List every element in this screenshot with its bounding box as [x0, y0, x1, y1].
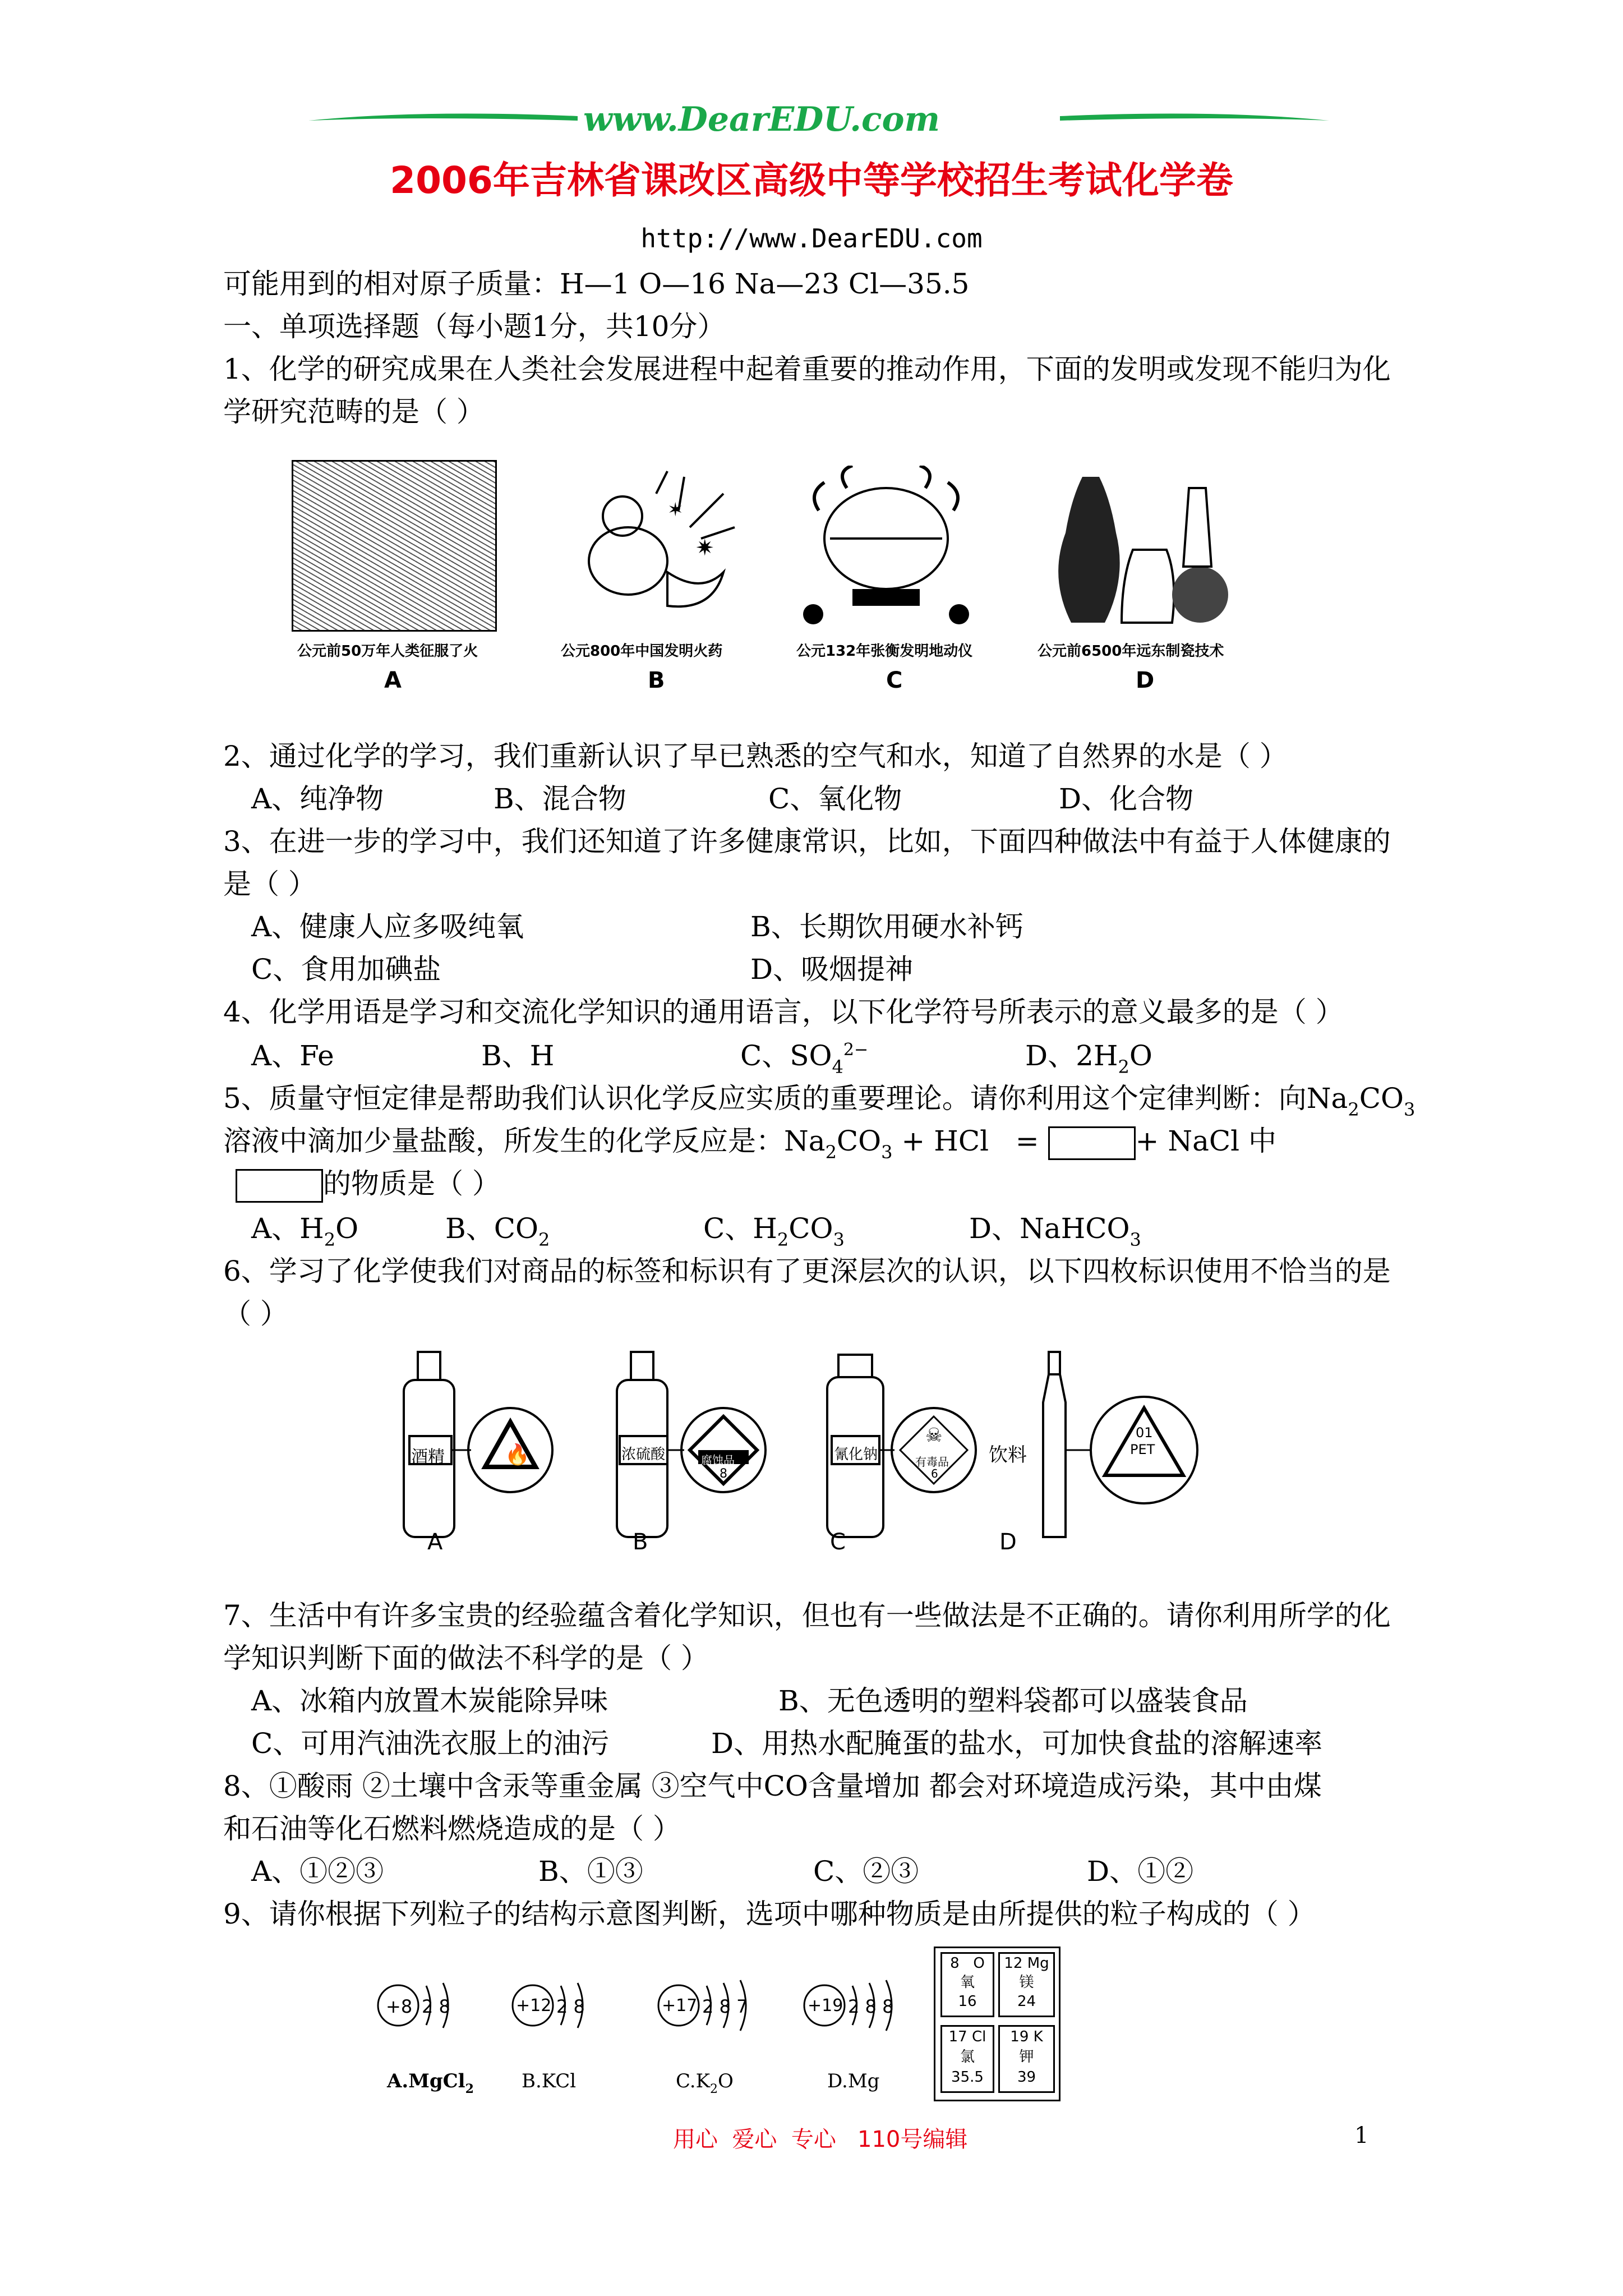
q3-options-row1 — [251, 910, 1429, 944]
q6-label-d: 饮料 — [989, 1444, 1027, 1466]
footer-motto: 用心 爱心 专心 110号编辑 — [673, 2127, 968, 2152]
q9-option-a[interactable] — [387, 2070, 474, 2096]
q5-option-c-sub: 2 — [777, 1229, 789, 1250]
q5-line2-a: 溶液中滴加少量盐酸，所发生的化学反应是：Na — [223, 1125, 826, 1157]
q1-figure-d — [1038, 466, 1234, 628]
q2-option-a[interactable]: A、纯净物 — [251, 783, 384, 815]
q5-line1-text: 5、质量守恒定律是帮助我们认识化学反应实质的重要理论。请你利用这个定律判断：向Na — [223, 1082, 1348, 1115]
q4-option-c-text: C、SO — [740, 1039, 832, 1072]
q9-element-cl — [940, 2025, 994, 2093]
q9-option-c-text: C.K — [676, 2070, 711, 2092]
q9-option-a-sub: 2 — [465, 2082, 474, 2096]
q9-option-c-sub: 2 — [710, 2082, 718, 2096]
q1-figure-c — [796, 466, 976, 628]
q9-element-o-line2: 氧 — [960, 1974, 975, 1991]
q9-element-cl-line1: 17 Cl — [948, 2028, 986, 2045]
q5-line2 — [223, 1124, 1276, 1161]
section-heading: 一、单项选择题（每小题1分，共10分） — [223, 310, 726, 343]
q5-line1-tail: CO — [1359, 1082, 1404, 1115]
q5-line2-d: + NaCl 中 — [1135, 1125, 1277, 1157]
q1-figure-b — [555, 460, 740, 628]
q5-line2-sub2: 2 — [825, 1142, 837, 1163]
q7-option-d[interactable]: D、用热水配腌蛋的盐水，可加快食盐的溶解速率 — [711, 1727, 1323, 1760]
q4-options — [251, 1039, 1429, 1078]
q3-options-row2 — [251, 953, 1429, 986]
q5-line2-c: + HCl = — [892, 1125, 1048, 1157]
q9-element-k-line3: 39 — [1017, 2069, 1036, 2086]
q4-option-c[interactable] — [740, 1039, 868, 1077]
q1-line2: 学研究范畴的是（ ） — [223, 395, 485, 428]
svg-text:🔥: 🔥 — [505, 1443, 530, 1466]
q4-option-c-sub: 4 — [832, 1056, 843, 1078]
q5-line2-b: CO — [836, 1125, 882, 1157]
q5-option-c-text: C、H — [703, 1212, 777, 1245]
q9-element-o-line3: 16 — [958, 1993, 977, 2010]
q5-option-a-tail: O — [335, 1212, 359, 1245]
q4-option-d-text: D、2H — [1025, 1039, 1118, 1072]
q6-label-c: 氰化钠 — [834, 1446, 878, 1463]
q6-bottle-d — [1043, 1352, 1197, 1537]
q2-option-d[interactable]: D、化合物 — [1059, 783, 1194, 815]
q8-line2: 和石油等化石燃料燃烧造成的是（ ） — [223, 1812, 681, 1845]
q9-shells-a: 2 8 — [422, 1996, 450, 2017]
q6-line1: 6、学习了化学使我们对商品的标签和标识有了更深层次的认识，以下四枚标识使用不恰当的是 — [223, 1255, 1391, 1287]
q9-shells-b: 2 8 — [556, 1996, 585, 2017]
q5-line3-text: 的物质是（ ） — [323, 1167, 500, 1200]
q1-letter-d: D — [1136, 668, 1155, 693]
q5-option-b-sub: 2 — [538, 1229, 550, 1250]
q9-nucleus-c: +17 — [662, 1996, 698, 2016]
q9-element-k-line1: 19 K — [1010, 2028, 1043, 2045]
q1-figure-a — [292, 460, 497, 632]
q9-element-mg-line3: 24 — [1017, 1993, 1036, 2010]
q2-option-c[interactable]: C、氧化物 — [768, 783, 902, 815]
svg-text:✷: ✷ — [695, 535, 714, 561]
q9-element-mg-line1: 12 Mg — [1004, 1955, 1049, 1972]
q8-option-b[interactable]: B、①③ — [538, 1855, 643, 1888]
q9-element-cl-line3: 35.5 — [951, 2069, 984, 2086]
q5-option-b-text: B、CO — [445, 1212, 538, 1245]
q5-option-d[interactable] — [969, 1212, 1141, 1249]
q3-option-d[interactable]: D、吸烟提神 — [750, 953, 914, 986]
page-number: 1 — [1354, 2123, 1369, 2148]
q5-option-a-sub: 2 — [324, 1229, 336, 1250]
q6-label-b: 浓硫酸 — [621, 1446, 666, 1463]
q9-element-k — [998, 2025, 1055, 2093]
q3-option-b[interactable]: B、长期饮用硬水补钙 — [750, 910, 1023, 943]
q8-option-d[interactable]: D、①② — [1087, 1855, 1194, 1888]
q7-options-row2 — [251, 1727, 1429, 1760]
q1-line1: 1、化学的研究成果在人类社会发展进程中起着重要的推动作用，下面的发明或发现不能归为化 — [223, 353, 1391, 385]
q4-option-b[interactable]: B、H — [481, 1039, 555, 1072]
q9-option-c-tail: O — [718, 2070, 734, 2092]
q9-element-cl-line2: 氯 — [960, 2049, 975, 2065]
q9-option-c[interactable] — [676, 2070, 734, 2096]
q1-caption-a: 公元前50万年人类征服了火 — [297, 643, 478, 660]
q9-nucleus-d: +19 — [808, 1996, 843, 2016]
q5-line2-sub3: 3 — [881, 1142, 893, 1163]
q5-option-c-sub3: 3 — [833, 1229, 845, 1250]
q9-shells-c: 2 8 7 — [702, 1996, 748, 2017]
q1-letter-c: C — [886, 668, 903, 693]
q4-stem: 4、化学用语是学习和交流化学知识的通用语言，以下化学符号所表示的意义最多的是（ ） — [223, 996, 1344, 1028]
atomic-mass: 可能用到的相对原子质量：H—1 O—16 Na—23 Cl—35.5 — [223, 268, 970, 300]
q1-caption-c: 公元132年张衡发明地动仪 — [796, 643, 973, 660]
q6-letter-a: A — [427, 1529, 443, 1555]
q5-options — [251, 1212, 1429, 1250]
q7-line2: 学知识判断下面的做法不科学的是（ ） — [223, 1642, 709, 1674]
q6-letter-d: D — [999, 1529, 1017, 1555]
q5-line3 — [236, 1167, 500, 1203]
q6-sign-c-num: 6 — [931, 1467, 938, 1480]
q8-options — [251, 1855, 1429, 1888]
site-banner: www.DearEDU.com — [583, 100, 940, 139]
q3-line1: 3、在进一步的学习中，我们还知道了许多健康常识，比如，下面四种做法中有益于人体健康的 — [223, 825, 1391, 858]
q9-option-d-text: D.Mg — [827, 2070, 880, 2092]
q5-option-c[interactable] — [703, 1212, 845, 1249]
q4-option-d-tail: O — [1129, 1039, 1152, 1072]
q6-line2: （ ） — [223, 1297, 288, 1330]
q5-answer-box[interactable] — [236, 1169, 323, 1203]
q5-line1-sub2: 2 — [1348, 1099, 1359, 1120]
q7-option-c[interactable]: C、可用汽油洗衣服上的油污 — [251, 1727, 610, 1760]
q1-letter-b: B — [648, 668, 665, 693]
page-title: 2006年吉林省课改区高级中等学校招生考试化学卷 — [390, 159, 1233, 202]
q9-shells-d: 2 8 8 — [848, 1996, 894, 2017]
q1-letter-a: A — [384, 668, 402, 693]
q7-line1: 7、生活中有许多宝贵的经验蕴含着化学知识，但也有一些做法是不正确的。请你利用所学的化 — [223, 1599, 1391, 1632]
q4-option-d-sub: 2 — [1118, 1056, 1129, 1078]
q9-nucleus-a: +8 — [386, 1996, 413, 2017]
q9-option-b[interactable] — [522, 2070, 576, 2092]
svg-text:☠: ☠ — [925, 1424, 943, 1447]
q6-sign-d-text: PET — [1130, 1442, 1155, 1457]
q8-option-c[interactable]: C、②③ — [813, 1855, 919, 1888]
q5-option-d-sub: 3 — [1129, 1229, 1141, 1250]
q4-option-d[interactable] — [1025, 1039, 1152, 1076]
q5-option-d-text: D、NaHCO — [969, 1212, 1130, 1245]
q2-options — [251, 782, 1429, 816]
q5-line1 — [223, 1082, 1415, 1119]
q9-element-mg — [998, 1952, 1055, 2017]
q9-element-k-line2: 钾 — [1019, 2049, 1034, 2065]
q6-sign-b-num: 8 — [720, 1467, 727, 1481]
q3-line2: 是（ ） — [223, 868, 316, 900]
q3-option-a[interactable]: A、健康人应多吸纯氧 — [251, 910, 524, 943]
q5-line1-sub3: 3 — [1403, 1099, 1415, 1120]
q9-option-d[interactable] — [827, 2070, 879, 2092]
q9-nucleus-b: +12 — [516, 1996, 552, 2016]
q9-element-o — [940, 1952, 994, 2017]
q9-stem: 9、请你根据下列粒子的结构示意图判断，选项中哪种物质是由所提供的粒子构成的（ ） — [223, 1898, 1316, 1930]
q5-option-c-tail: CO — [789, 1212, 833, 1245]
q8-line1: 8、①酸雨 ②土壤中含汞等重金属 ③空气中CO含量增加 都会对环境造成污染，其中由煤 — [223, 1770, 1322, 1802]
q1-caption-d: 公元前6500年远东制瓷技术 — [1038, 643, 1224, 660]
q9-element-mg-line2: 镁 — [1019, 1974, 1034, 1991]
q6-label-a: 酒精 — [411, 1447, 445, 1467]
q6-sign-b-text: 腐蚀品 — [701, 1453, 735, 1467]
q5-option-a-text: A、H — [251, 1212, 324, 1245]
q2-stem: 2、通过化学的学习，我们重新认识了早已熟悉的空气和水，知道了自然界的水是（ ） — [223, 740, 1288, 772]
header-url: http://www.DearEDU.com — [640, 223, 983, 254]
q6-letter-c: C — [830, 1529, 846, 1555]
q4-option-a[interactable]: A、Fe — [251, 1039, 334, 1072]
q7-options-row1 — [251, 1684, 1429, 1718]
q6-sign-c-text: 有毒品 — [915, 1455, 949, 1469]
q6-letter-b: B — [633, 1529, 648, 1555]
q3-option-c[interactable]: C、食用加碘盐 — [251, 953, 441, 986]
q6-sign-d-num: 01 — [1136, 1425, 1153, 1441]
q4-option-c-sup: 2− — [843, 1040, 869, 1060]
q9-option-a-text: A.MgCl — [387, 2070, 465, 2092]
q9-option-b-text: B.KCl — [522, 2070, 577, 2092]
q9-element-o-line1: 8 O — [950, 1955, 985, 1972]
q5-answer-box-inline[interactable] — [1048, 1126, 1136, 1160]
svg-text:✶: ✶ — [667, 499, 684, 521]
q8-option-a[interactable]: A、①②③ — [251, 1855, 384, 1888]
q1-caption-b: 公元800年中国发明火药 — [561, 643, 723, 660]
q7-option-a[interactable]: A、冰箱内放置木炭能除异味 — [251, 1685, 608, 1717]
q5-option-a[interactable] — [251, 1212, 358, 1249]
q5-option-b[interactable] — [445, 1212, 550, 1249]
q7-option-b[interactable]: B、无色透明的塑料袋都可以盛装食品 — [778, 1685, 1248, 1717]
q2-option-b[interactable]: B、混合物 — [494, 783, 626, 815]
